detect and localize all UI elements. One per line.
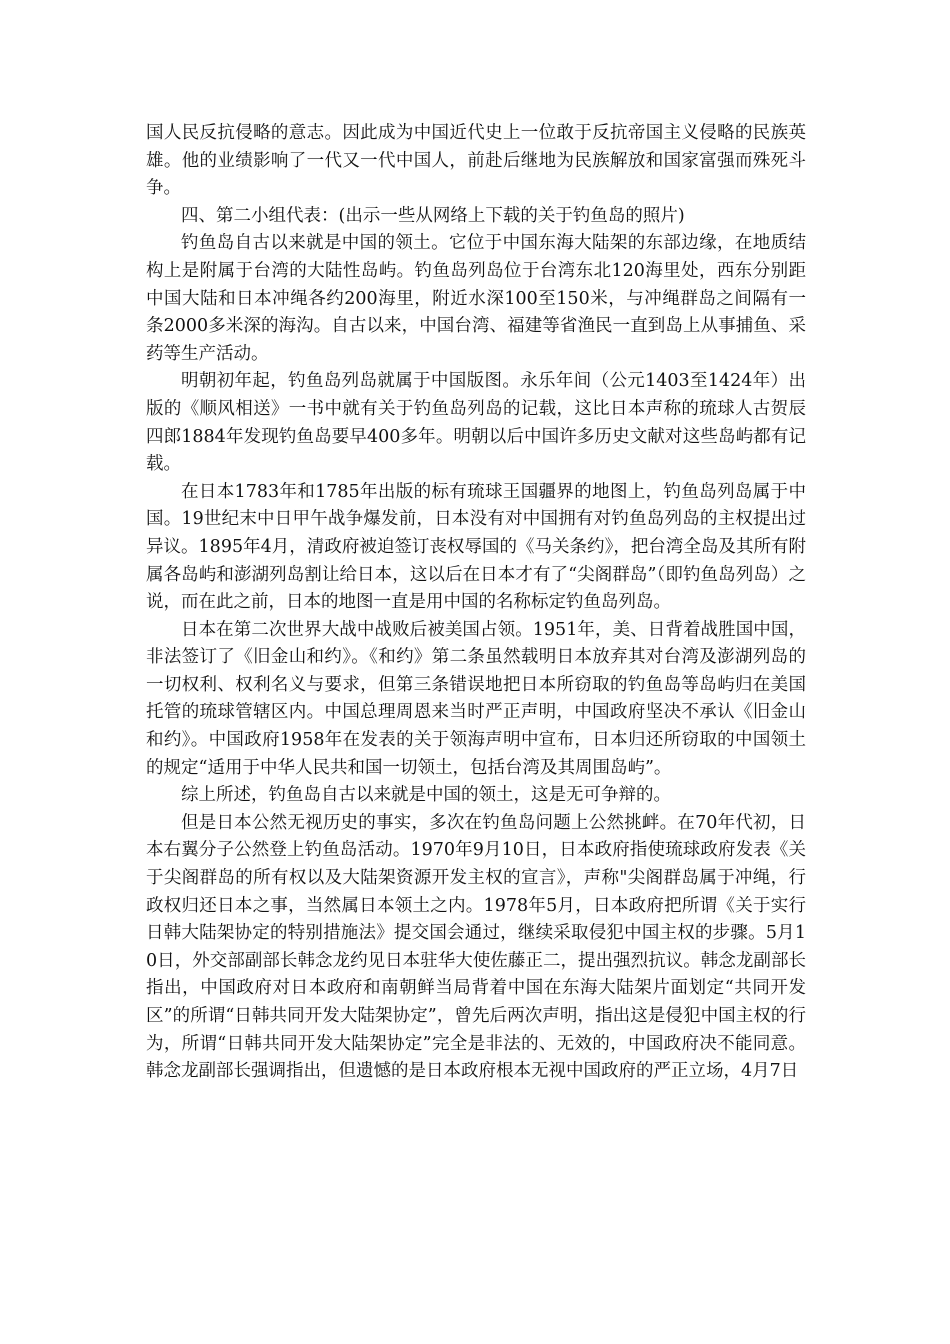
paragraph-ming-dynasty: 明朝初年起，钓鱼岛列岛就属于中国版图。永乐年间（公元1403至1424年）出版的《顺风相送》一书中就有关于钓鱼岛列岛的记载，这比日本声称的琉球人古贺辰四郎1884年发现钓鱼岛要早400多年。明朝以后中国许多历史文献对这些岛屿都有记载。 — [146, 371, 806, 475]
paragraph-summary: 综上所述，钓鱼岛自古以来就是中国的领土，这是无可争辩的。 — [181, 785, 671, 806]
paragraph-continuation: 国人民反抗侵略的意志。因此成为中国近代史上一位敢于反抗帝国主义侵略的民族英雄。他的业绩影响了一代又一代中国人，前赴后继地为民族解放和国家富强而殊死斗争。 — [146, 123, 806, 199]
paragraph-diaoyu-location: 钓鱼岛自古以来就是中国的领土。它位于中国东海大陆架的东部边缘，在地质结构上是附属于台湾的大陆性岛屿。钓鱼岛列岛位于台湾东北120海里处，西东分别距中国大陆和日本冲绳各约200海里，附近水深100至150米，与冲绳群岛之间隔有一条2000多米深的海沟。自古以来，中国台湾、福建等省渔民一直到岛上从事捕鱼、采药等生产活动。 — [146, 233, 806, 364]
paragraph-group-two-heading: 四、第二小组代表：(出示一些从网络上下载的关于钓鱼岛的照片) — [181, 205, 685, 226]
paragraph-wwii: 日本在第二次世界大战中战败后被美国占领。1951年，美、日背着战胜国中国，非法签订了《旧金山和约》。《和约》第二条虽然载明日本放弃其对台湾及澎湖列岛的一切权利、权利名义与要求，但第三条错误地把日本所窃取的钓鱼岛等岛屿归在美国托管的琉球管辖区内。中国总理周恩来当时严正声明，中国政府坚决不承认《旧金山和约》。中国政府1958年在发表的关于领海声明中宣布，日本归还所窃取的中国领土的规定“适用于中华人民共和国一切领土，包括台湾及其周围岛屿”。 — [146, 619, 806, 778]
paragraph-provocations: 但是日本公然无视历史的事实，多次在钓鱼岛问题上公然挑衅。在70年代初，日本右翼分子公然登上钓鱼岛活动。1970年9月10日，日本政府指使琉球政府发表《关于尖阁群岛的所有权以及大陆架资源开发主权的宣言》，声称"尖阁群岛属于冲绳，行政权归还日本之事，当然属日本领土之内。1978年5月，日本政府把所谓《关于实行日韩大陆架协定的特别措施法》提交国会通过，继续采取侵犯中国主权的步骤。5月10日，外交部副部长韩念龙约见日本驻华大使佐藤正二，提出强烈抗议。韩念龙副部长指出，中国政府对日本政府和南朝鲜当局背着中国在东海大陆架片面划定“共同开发区”的所谓“日韩共同开发大陆架协定”，曾先后两次声明，指出这是侵犯中国主权的行为，所谓“日韩共同开发大陆架协定”完全是非法的、无效的，中国政府决不能同意。韩念龙副部长强调指出，但遗憾的是日本政府根本无视中国政府的严正立场，4月7日 — [146, 812, 806, 1082]
document-body — [146, 120, 806, 1086]
paragraph-japan-maps: 在日本1783年和1785年出版的标有琉球王国疆界的地图上，钓鱼岛列岛属于中国。19世纪末中日甲午战争爆发前，日本没有对中国拥有对钓鱼岛列岛的主权提出过异议。1895年4月，清政府被迫签订丧权辱国的《马关条约》，把台湾全岛及其所有附属各岛屿和澎湖列岛割让给日本，这以后在日本才有了“尖阁群岛”（即钓鱼岛列岛）之说，而在此之前，日本的地图一直是用中国的名称标定钓鱼岛列岛。 — [146, 481, 806, 613]
